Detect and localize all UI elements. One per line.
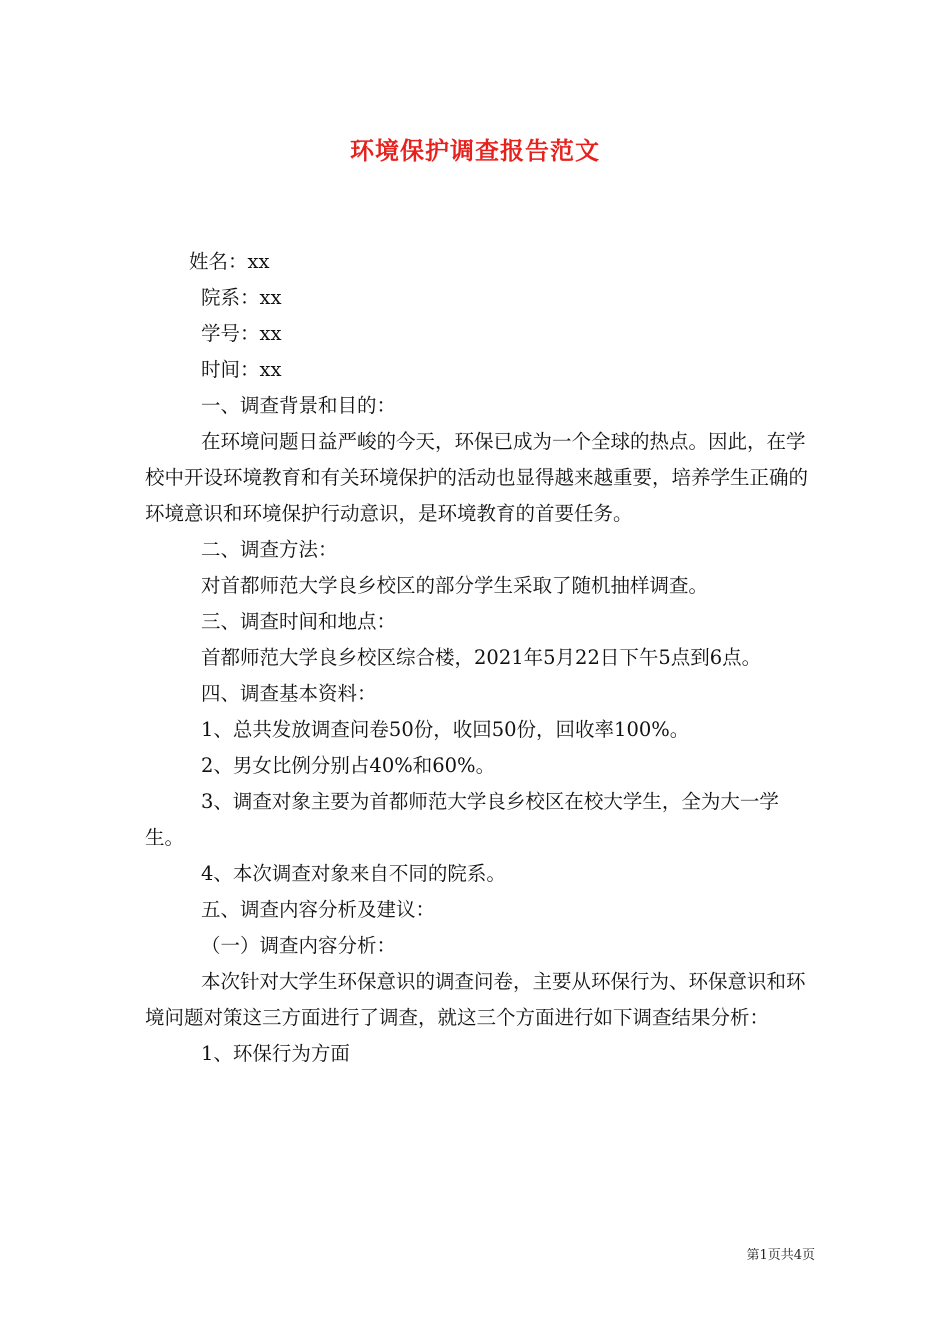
section-1-body: 在环境问题日益严峻的今天，环保已成为一个全球的热点。因此，在学校中开设环境教育和有关环境保护的活动也显得越来越重要，培养学生正确的环境意识和环境保护行动意识，是环境教育的首要任务。 (145, 430, 809, 525)
section-5-heading: 五、调查内容分析及建议： (201, 898, 436, 921)
section-4-item-4: 4、本次调查对象来自不同的院系。 (201, 862, 506, 885)
section-5-item-1: 1、环保行为方面 (201, 1042, 350, 1065)
meta-name: 姓名：xx (189, 250, 270, 273)
section-1-heading: 一、调查背景和目的： (201, 394, 397, 417)
meta-department: 院系：xx (201, 286, 282, 309)
meta-time: 时间：xx (201, 358, 282, 381)
section-2-heading: 二、调查方法： (201, 538, 338, 561)
section-2-body: 对首都师范大学良乡校区的部分学生采取了随机抽样调查。 (201, 574, 709, 597)
section-3-body: 首都师范大学良乡校区综合楼，2021年5月22日下午5点到6点。 (201, 646, 762, 669)
section-4-item-3: 3、调查对象主要为首都师范大学良乡校区在校大学生，全为大一学生。 (145, 790, 779, 849)
document-title: 环境保护调查报告范文 (350, 136, 600, 165)
section-4-item-1: 1、总共发放调查问卷50份，收回50份，回收率100%。 (201, 718, 690, 741)
document-body (145, 244, 810, 1072)
section-3-heading: 三、调查时间和地点： (201, 610, 397, 633)
section-5-body: 本次针对大学生环保意识的调查问卷，主要从环保行为、环保意识和环境问题对策这三方面进行了调查，就这三个方面进行如下调查结果分析： (145, 970, 806, 1029)
meta-student-id: 学号：xx (201, 322, 282, 345)
section-4-item-2: 2、男女比例分别占40%和60%。 (201, 754, 496, 777)
page-number: 第1页共4页 (746, 1248, 815, 1263)
section-4-heading: 四、调查基本资料： (201, 682, 377, 705)
section-5-subheading: （一）调查内容分析： (201, 934, 397, 957)
